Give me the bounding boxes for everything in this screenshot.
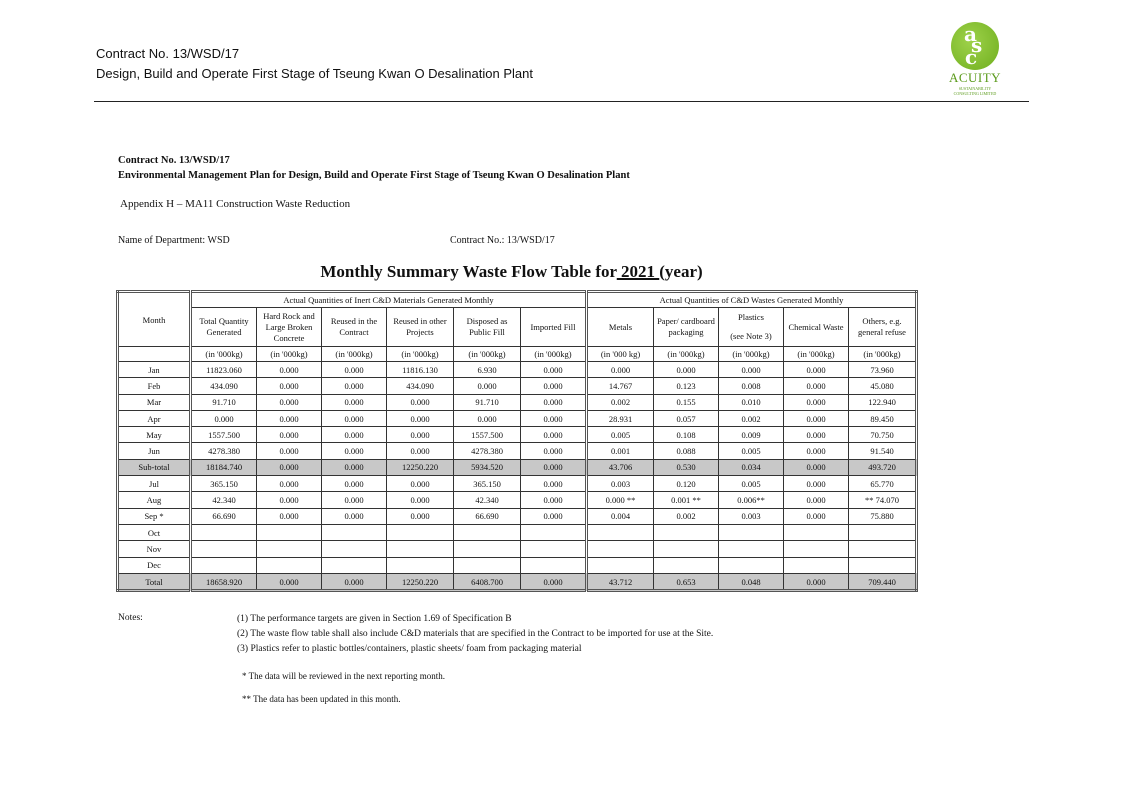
table-body	[118, 362, 917, 591]
table-cell: 0.000	[521, 476, 587, 492]
table-cell	[257, 557, 322, 573]
table-cell: 0.530	[654, 459, 719, 475]
table-cell: 0.000	[521, 459, 587, 475]
row-month: Apr	[118, 410, 191, 426]
table-cell: 0.000	[257, 427, 322, 443]
col-hard-rock: Hard Rock and Large Broken Concrete	[257, 308, 322, 347]
table-cell: 0.000	[257, 443, 322, 459]
table-cell: 1557.500	[191, 427, 257, 443]
table-cell	[521, 524, 587, 540]
table-cell: 0.000	[521, 573, 587, 590]
table-cell	[191, 524, 257, 540]
col-chemical: Chemical Waste	[784, 308, 849, 347]
table-cell	[454, 541, 521, 557]
col-imported-fill: Imported Fill	[521, 308, 587, 347]
table-cell: 0.000	[521, 508, 587, 524]
table-cell: 4278.380	[191, 443, 257, 459]
table-cell: 18184.740	[191, 459, 257, 475]
col-reused-contract: Reused in the Contract	[322, 308, 387, 347]
table-cell: 0.000	[322, 410, 387, 426]
table-row	[118, 410, 917, 426]
table-cell: 0.000	[784, 508, 849, 524]
row-month: Mar	[118, 394, 191, 410]
table-row	[118, 541, 917, 557]
unit-cell: (in '000kg)	[257, 347, 322, 362]
table-cell: 18658.920	[191, 573, 257, 590]
table-cell: 0.001	[587, 443, 654, 459]
table-cell: 28.931	[587, 410, 654, 426]
table-cell: 0.000	[322, 573, 387, 590]
table-cell: 75.880	[849, 508, 917, 524]
table-cell: 0.000	[387, 443, 454, 459]
row-month: Jun	[118, 443, 191, 459]
table-cell	[784, 524, 849, 540]
table-cell: 65.770	[849, 476, 917, 492]
table-title	[0, 262, 1023, 282]
col-reused-other: Reused in other Projects	[387, 308, 454, 347]
table-cell: 0.000	[521, 492, 587, 508]
table-cell: 91.710	[454, 394, 521, 410]
month-header: Month	[118, 292, 191, 347]
appendix-title: Appendix H – MA11 Construction Waste Reduction	[120, 198, 351, 210]
table-cell: 0.048	[719, 573, 784, 590]
row-month: Dec	[118, 557, 191, 573]
table-cell: 0.653	[654, 573, 719, 590]
table-cell: 0.008	[719, 378, 784, 394]
table-cell: 42.340	[191, 492, 257, 508]
unit-cell: (in '000kg)	[654, 347, 719, 362]
table-row	[118, 476, 917, 492]
table-cell: 365.150	[454, 476, 521, 492]
table-cell: 0.003	[587, 476, 654, 492]
inert-group-header: Actual Quantities of Inert C&D Materials Generated Monthly	[191, 292, 587, 308]
table-row	[118, 492, 917, 508]
row-month: Oct	[118, 524, 191, 540]
table-cell: 4278.380	[454, 443, 521, 459]
table-cell: 0.001 **	[654, 492, 719, 508]
table-cell: 0.000	[587, 362, 654, 378]
table-cell: 5934.520	[454, 459, 521, 475]
table-cell	[387, 541, 454, 557]
table-cell: 0.000	[387, 508, 454, 524]
table-cell: 0.000	[784, 443, 849, 459]
table-cell: 12250.220	[387, 459, 454, 475]
table-cell: ** 74.070	[849, 492, 917, 508]
table-cell: 0.000	[784, 476, 849, 492]
table-cell: 0.000	[521, 394, 587, 410]
table-cell	[719, 557, 784, 573]
table-cell: 0.000	[322, 394, 387, 410]
table-cell: 0.088	[654, 443, 719, 459]
table-row	[118, 573, 917, 590]
table-cell	[521, 541, 587, 557]
note-item-2: (2) The waste flow table shall also include C&D materials that are specified in the Contract to be imported for use at the Site.	[237, 629, 714, 639]
footnote-updated: ** The data has been updated in this month.	[242, 694, 401, 704]
row-month: Nov	[118, 541, 191, 557]
logo-letter-c: c	[965, 45, 978, 69]
table-cell: 0.000	[784, 459, 849, 475]
unit-cell: (in '000kg)	[784, 347, 849, 362]
table-cell: 0.002	[587, 394, 654, 410]
col-total-quantity: Total Quantity Generated	[191, 308, 257, 347]
table-cell: 0.000	[654, 362, 719, 378]
table-cell: 0.000	[521, 362, 587, 378]
table-cell	[849, 524, 917, 540]
col-paper: Paper/ cardboard packaging	[654, 308, 719, 347]
table-cell: 0.000	[521, 427, 587, 443]
table-cell: 493.720	[849, 459, 917, 475]
table-cell	[191, 557, 257, 573]
header-divider	[94, 101, 1029, 102]
table-cell: 6.930	[454, 362, 521, 378]
table-cell: 0.000	[257, 573, 322, 590]
table-cell: 0.000	[454, 410, 521, 426]
table-cell: 0.002	[654, 508, 719, 524]
table-cell: 434.090	[387, 378, 454, 394]
footnote-review: * The data will be reviewed in the next reporting month.	[242, 671, 446, 681]
waste-flow-table	[116, 290, 918, 592]
units-row	[118, 347, 917, 362]
table-cell	[191, 541, 257, 557]
table-cell: 0.000	[521, 443, 587, 459]
table-cell: 0.006**	[719, 492, 784, 508]
table-row	[118, 524, 917, 540]
table-row	[118, 508, 917, 524]
doc-plan-title: Environmental Management Plan for Design, Build and Operate First Stage of Tseung Kwan O Desalination Plant	[118, 170, 630, 181]
table-cell	[587, 541, 654, 557]
table-cell: 0.000	[387, 394, 454, 410]
table-cell: 0.034	[719, 459, 784, 475]
table-cell: 0.000	[784, 573, 849, 590]
unit-cell: (in '000kg)	[387, 347, 454, 362]
col-public-fill: Disposed as Public Fill	[454, 308, 521, 347]
notes-label: Notes:	[118, 613, 143, 623]
table-cell: 0.000	[387, 427, 454, 443]
table-cell: 0.155	[654, 394, 719, 410]
table-title-prefix: Monthly Summary Waste Flow Table for	[320, 262, 617, 281]
table-year: 2021	[616, 262, 660, 281]
acuity-logo	[940, 20, 1010, 100]
table-cell: 0.005	[587, 427, 654, 443]
row-month: Jan	[118, 362, 191, 378]
table-cell: 0.000	[784, 394, 849, 410]
table-cell: 0.005	[719, 476, 784, 492]
unit-cell: (in '000 kg)	[587, 347, 654, 362]
row-month: Total	[118, 573, 191, 590]
table-cell: 0.000 **	[587, 492, 654, 508]
table-cell: 0.000	[322, 362, 387, 378]
notes-list	[237, 612, 713, 657]
table-cell	[784, 541, 849, 557]
table-title-suffix: (year)	[659, 262, 703, 281]
table-cell: 0.057	[654, 410, 719, 426]
table-cell: 91.540	[849, 443, 917, 459]
table-cell: 11816.130	[387, 362, 454, 378]
logo-letter-a: a	[964, 22, 977, 46]
table-cell: 91.710	[191, 394, 257, 410]
table-cell: 0.000	[322, 476, 387, 492]
unit-cell: (in '000kg)	[719, 347, 784, 362]
table-cell: 0.000	[191, 410, 257, 426]
table-cell: 0.000	[257, 410, 322, 426]
table-cell	[849, 541, 917, 557]
table-cell	[454, 524, 521, 540]
table-cell	[322, 557, 387, 573]
table-cell: 0.000	[784, 410, 849, 426]
waste-group-header: Actual Quantities of C&D Wastes Generated Monthly	[587, 292, 917, 308]
logo-letter-s: s	[971, 33, 983, 57]
logo-sub1: SUSTAINABILITY	[958, 86, 992, 91]
unit-cell: (in '000kg)	[191, 347, 257, 362]
table-cell: 12250.220	[387, 573, 454, 590]
table-cell	[322, 541, 387, 557]
table-cell: 70.750	[849, 427, 917, 443]
table-cell	[784, 557, 849, 573]
unit-cell: (in '000kg)	[521, 347, 587, 362]
table-cell	[654, 541, 719, 557]
table-cell	[521, 557, 587, 573]
table-cell: 365.150	[191, 476, 257, 492]
table-cell: 0.000	[322, 443, 387, 459]
table-cell: 42.340	[454, 492, 521, 508]
table-cell: 0.000	[784, 492, 849, 508]
doc-contract-no: Contract No. 13/WSD/17	[118, 155, 230, 166]
table-cell: 1557.500	[454, 427, 521, 443]
note-item-1: (1) The performance targets are given in Section 1.69 of Specification B	[237, 614, 512, 624]
logo-name: ACUITY	[948, 70, 1002, 85]
asc-logo-icon	[951, 22, 999, 70]
table-cell: 122.940	[849, 394, 917, 410]
table-row	[118, 427, 917, 443]
table-cell: 43.712	[587, 573, 654, 590]
table-cell: 0.000	[257, 378, 322, 394]
unit-cell: (in '000kg)	[849, 347, 917, 362]
table-cell: 434.090	[191, 378, 257, 394]
col-metals: Metals	[587, 308, 654, 347]
row-month: Jul	[118, 476, 191, 492]
table-cell	[587, 557, 654, 573]
table-cell	[454, 557, 521, 573]
table-cell: 0.000	[454, 378, 521, 394]
table-cell: 0.123	[654, 378, 719, 394]
table-cell: 0.000	[719, 362, 784, 378]
table-cell: 66.690	[454, 508, 521, 524]
table-cell	[654, 524, 719, 540]
table-cell: 0.000	[322, 427, 387, 443]
table-cell: 0.002	[719, 410, 784, 426]
table-cell	[587, 524, 654, 540]
row-month: Aug	[118, 492, 191, 508]
page-header	[96, 44, 533, 84]
unit-month-blank	[118, 347, 191, 362]
table-cell: 0.000	[322, 459, 387, 475]
table-cell: 0.000	[257, 362, 322, 378]
table-cell: 0.005	[719, 443, 784, 459]
table-cell	[849, 557, 917, 573]
table-cell	[322, 524, 387, 540]
table-cell	[387, 557, 454, 573]
department-name: Name of Department: WSD	[118, 235, 230, 246]
note-item-3: (3) Plastics refer to plastic bottles/containers, plastic sheets/ foam from packaging material	[237, 644, 582, 654]
table-cell: 6408.700	[454, 573, 521, 590]
table-cell: 0.000	[257, 394, 322, 410]
table-row	[118, 378, 917, 394]
table-cell: 0.009	[719, 427, 784, 443]
table-cell: 89.450	[849, 410, 917, 426]
table-cell	[387, 524, 454, 540]
table-cell: 0.000	[322, 508, 387, 524]
table-cell: 0.000	[387, 492, 454, 508]
table-cell: 0.000	[387, 476, 454, 492]
table-row	[118, 459, 917, 475]
table-cell: 0.000	[784, 378, 849, 394]
row-month: May	[118, 427, 191, 443]
table-cell: 11823.060	[191, 362, 257, 378]
table-cell: 0.000	[257, 508, 322, 524]
table-cell: 66.690	[191, 508, 257, 524]
table-row	[118, 362, 917, 378]
table-row	[118, 557, 917, 573]
table-cell: 0.108	[654, 427, 719, 443]
table-cell: 0.010	[719, 394, 784, 410]
row-month: Feb	[118, 378, 191, 394]
table-cell: 0.000	[257, 492, 322, 508]
table-cell	[257, 524, 322, 540]
unit-cell: (in '000kg)	[322, 347, 387, 362]
table-cell: 14.767	[587, 378, 654, 394]
table-cell: 0.000	[322, 492, 387, 508]
table-cell: 0.000	[784, 427, 849, 443]
unit-cell: (in '000kg)	[454, 347, 521, 362]
table-cell: 73.960	[849, 362, 917, 378]
col-others: Others, e.g. general refuse	[849, 308, 917, 347]
table-cell: 709.440	[849, 573, 917, 590]
col-plastics-note: (see Note 3)	[730, 331, 772, 341]
table-cell: 43.706	[587, 459, 654, 475]
table-cell	[719, 541, 784, 557]
table-cell: 0.000	[784, 362, 849, 378]
table-cell: 0.003	[719, 508, 784, 524]
table-cell	[654, 557, 719, 573]
table-cell: 0.000	[257, 476, 322, 492]
row-month: Sep *	[118, 508, 191, 524]
table-cell: 0.000	[257, 459, 322, 475]
header-contract-no: Contract No. 13/WSD/17	[96, 46, 240, 61]
table-cell: 0.000	[387, 410, 454, 426]
col-plastics	[719, 308, 784, 347]
table-row	[118, 443, 917, 459]
col-plastics-label: Plastics	[738, 312, 764, 322]
logo-sub2: CONSULTING LIMITED	[953, 91, 997, 96]
table-cell	[719, 524, 784, 540]
table-cell: 0.120	[654, 476, 719, 492]
table-cell: 0.000	[322, 378, 387, 394]
header-project-title: Design, Build and Operate First Stage of Tseung Kwan O Desalination Plant	[96, 66, 533, 81]
table-cell: 45.080	[849, 378, 917, 394]
table-cell: 0.000	[521, 410, 587, 426]
row-month: Sub-total	[118, 459, 191, 475]
table-cell: 0.004	[587, 508, 654, 524]
table-cell: 0.000	[521, 378, 587, 394]
contract-number: Contract No.: 13/WSD/17	[450, 235, 555, 246]
table-row	[118, 394, 917, 410]
table-cell	[257, 541, 322, 557]
